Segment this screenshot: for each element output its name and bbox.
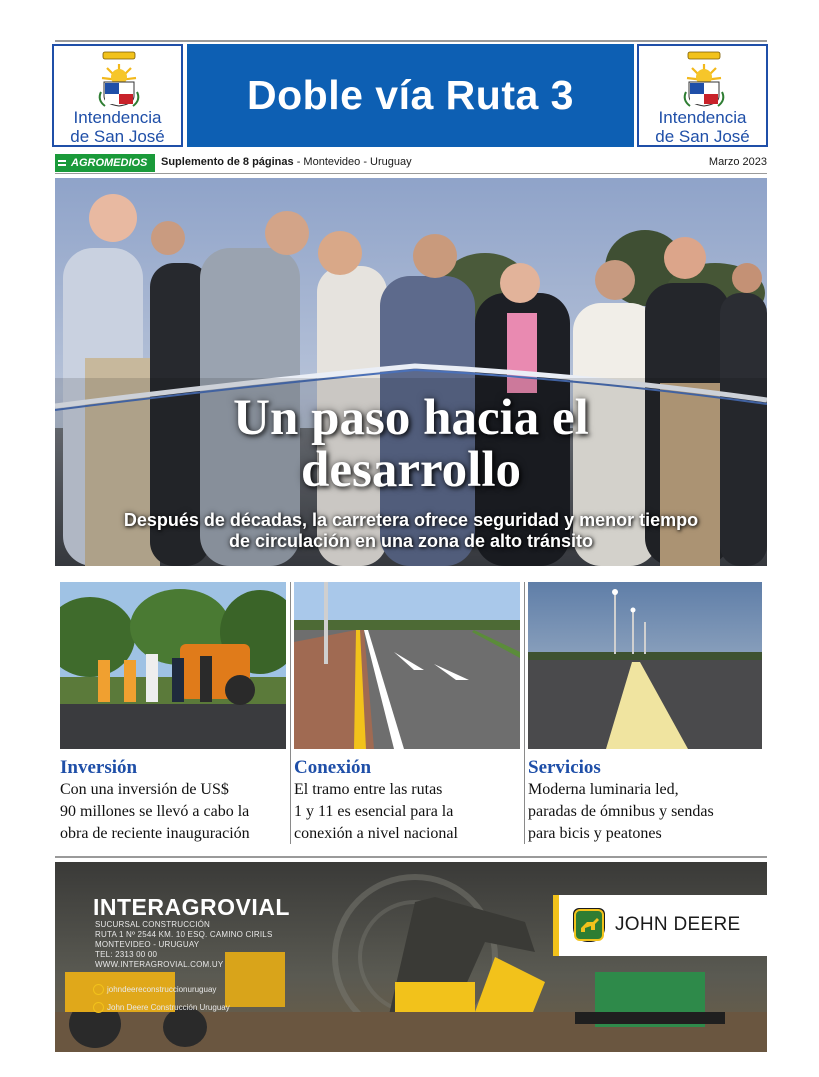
issue-date: Marzo 2023 (708, 156, 767, 168)
story-heading: Conexión (294, 757, 372, 778)
logo-text-line2: de San José (70, 127, 165, 146)
ad-facebook (93, 1002, 230, 1014)
hero-photo (55, 178, 767, 566)
hero-headline-line1: Un paso hacia el (233, 390, 589, 446)
interagrovial-advertisement (55, 862, 767, 1052)
hero-subtitle-line2: de circulación en una zona de alto tránsito (228, 531, 594, 551)
road-works-photo (60, 582, 286, 749)
column-divider (290, 582, 291, 844)
supplement-label: Suplemento de 8 páginas (161, 156, 294, 168)
instagram-icon (93, 984, 104, 995)
john-deere-deer-icon (573, 908, 605, 942)
story-line: Moderna luminaria led, (528, 781, 679, 798)
advertiser-name: INTERAGROVIAL (93, 894, 290, 920)
hero-subtitle (55, 510, 767, 552)
story-line: conexión a nivel nacional (294, 825, 458, 842)
supplement-location: - Montevideo - Uruguay (293, 156, 412, 168)
story-heading: Servicios (528, 757, 601, 778)
story-line: para bicis y peatones (528, 825, 662, 842)
masthead-title-box (187, 44, 634, 147)
hero-headline (55, 392, 767, 496)
story-body (294, 779, 520, 845)
logo-text-line1: Intendencia (658, 108, 747, 127)
story-conexion (294, 582, 520, 845)
led-lighting-road-photo (528, 582, 762, 749)
instagram-handle: johndeereconstruccionuruguay (107, 985, 217, 994)
story-inversion (60, 582, 286, 845)
facebook-icon (93, 1002, 104, 1013)
john-deere-wordmark: JOHN DEERE (615, 914, 741, 935)
story-line: obra de reciente inauguración (60, 825, 250, 842)
san-jose-seal-icon (676, 50, 732, 108)
agromedios-logo (55, 154, 155, 172)
ad-address-line: RUTA 1 Nº 2544 KM. 10 ESQ. CAMINO CIRILS (95, 930, 273, 939)
story-line: Con una inversión de US$ (60, 781, 229, 798)
ad-instagram (93, 984, 216, 996)
ad-phone: TEL: 2313 00 00 (95, 950, 158, 959)
ad-address-line: MONTEVIDEO - URUGUAY (95, 940, 200, 949)
story-line: paradas de ómnibus y sendas (528, 803, 714, 820)
logo-intendencia-right (637, 44, 768, 147)
story-body (60, 779, 286, 845)
top-rule (55, 40, 767, 42)
john-deere-logo-panel (553, 895, 767, 956)
san-jose-seal-icon (91, 50, 147, 108)
story-line: 1 y 11 es esencial para la (294, 803, 454, 820)
story-servicios (528, 582, 762, 845)
hero-headline-line2: desarrollo (300, 442, 522, 498)
ad-website: WWW.INTERAGROVIAL.COM.UY (95, 960, 224, 969)
ad-separator (55, 856, 767, 858)
highway-lanes-photo (294, 582, 520, 749)
agromedios-mark-icon (58, 160, 66, 166)
logo-text-line2: de San José (655, 127, 750, 146)
facebook-handle: John Deere Construcción Uruguay (107, 1003, 230, 1012)
logo-intendencia-left (52, 44, 183, 147)
hero-subtitle-line1: Después de décadas, la carretera ofrece seguridad y menor tiempo (123, 510, 699, 530)
story-heading: Inversión (60, 757, 138, 778)
machinery-illustration (55, 862, 767, 1052)
agromedios-brand: AGROMEDIOS (71, 157, 148, 169)
logo-text-line1: Intendencia (73, 108, 162, 127)
page-title: Doble vía Ruta 3 (247, 72, 574, 118)
story-body (528, 779, 762, 845)
supplement-info (161, 156, 412, 168)
info-bar (55, 153, 767, 174)
ribbon-cutting-photo (55, 178, 767, 566)
column-divider (524, 582, 525, 844)
story-line: El tramo entre las rutas (294, 781, 443, 798)
ad-address-line: SUCURSAL CONSTRUCCIÓN (95, 920, 211, 929)
story-line: 90 millones se llevó a cabo la (60, 803, 250, 820)
